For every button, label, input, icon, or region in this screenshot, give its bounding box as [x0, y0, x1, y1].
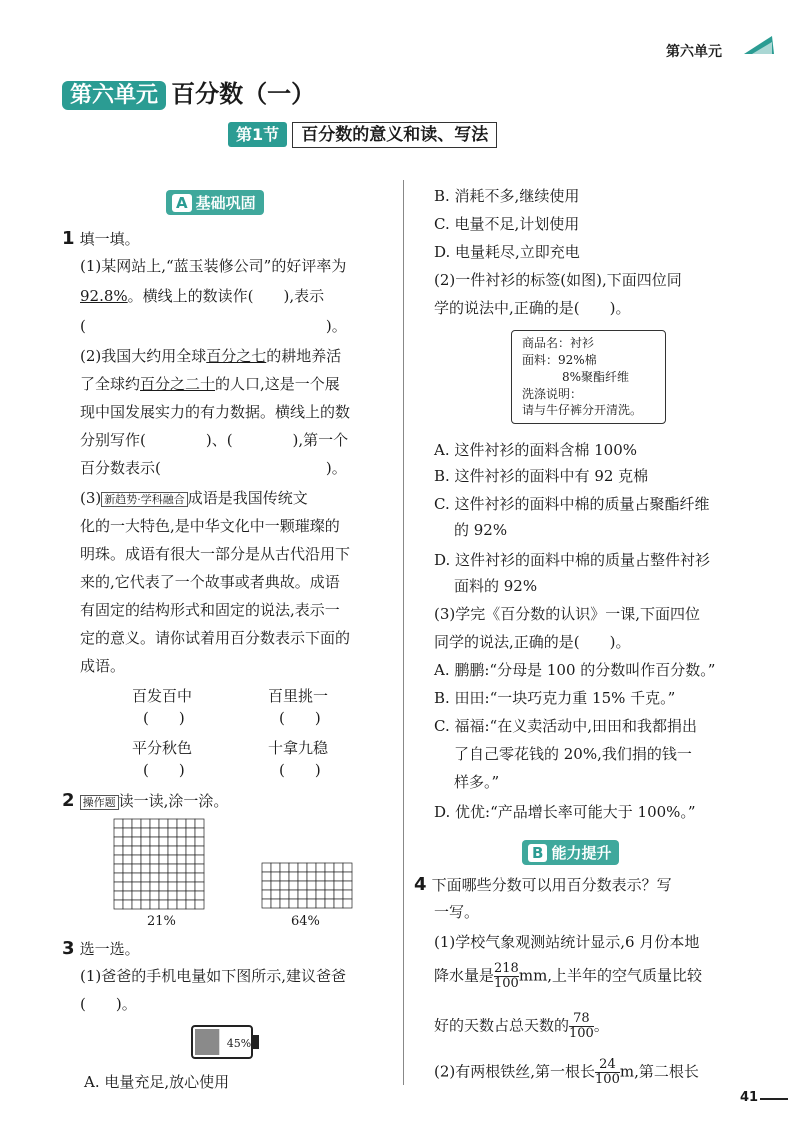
- grid-100-cell[interactable]: [123, 891, 132, 900]
- grid-100-cell[interactable]: [114, 819, 123, 828]
- underlined-percent-7: 百分之七: [206, 347, 267, 365]
- grid-50-cell[interactable]: [271, 872, 280, 881]
- grid-50-cell[interactable]: [334, 890, 343, 899]
- grid-50-cell[interactable]: [262, 872, 271, 881]
- q1-p3-line3: 明珠。成语有很大一部分是从古代沿用下: [80, 545, 351, 563]
- grid-100[interactable]: [113, 818, 215, 910]
- grid-50[interactable]: [261, 862, 353, 910]
- q3-p1-option-a[interactable]: A. 电量充足,放心使用: [84, 1073, 230, 1091]
- q1-p2-line2: 了全球约百分之二十的人口,这是一个展: [80, 375, 340, 393]
- grid-100-cell[interactable]: [177, 891, 186, 900]
- q3-p3-option-c-cont2: 样多。”: [454, 773, 500, 791]
- grid-100-cell[interactable]: [186, 873, 195, 882]
- idiom-3-blank: ( ): [143, 761, 185, 779]
- grid-100-cell[interactable]: [159, 891, 168, 900]
- q4-p1-line2: 降水量是 $\frac{218}{100}$ mm,上半年的空气质量比较: [434, 961, 703, 991]
- grid-50-cell[interactable]: [262, 899, 271, 908]
- grid-100-cell[interactable]: [168, 846, 177, 855]
- idiom-3: 平分秋色: [132, 739, 193, 757]
- q1-p3-line1: (3) 新趋势·学科融合 成语是我国传统文: [80, 489, 308, 507]
- grid-100-cell[interactable]: [141, 873, 150, 882]
- grid-100-cell[interactable]: [123, 873, 132, 882]
- grid-50-cell[interactable]: [289, 863, 298, 872]
- idiom-4-blank: ( ): [279, 761, 321, 779]
- grid-50-cell[interactable]: [307, 863, 316, 872]
- fraction-24-100: $\frac{24}{100}$: [595, 1057, 620, 1087]
- q1-p1-line2: [80, 286, 324, 306]
- q4-p1-line1: (1)学校气象观测站统计显示,6 月份本地: [434, 933, 700, 951]
- grid-100-caption: 21%: [147, 914, 176, 929]
- grid-100-cell[interactable]: [150, 900, 159, 909]
- q3-p2-option-a[interactable]: A. 这件衬衫的面料含棉 100%: [434, 441, 638, 459]
- grid-100-cell[interactable]: [141, 855, 150, 864]
- badge-b-letter: B: [528, 844, 547, 862]
- grid-50-cell[interactable]: [343, 872, 352, 881]
- grid-100-cell[interactable]: [186, 828, 195, 837]
- idiom-1-blank: ( ): [143, 709, 185, 727]
- grid-100-cell[interactable]: [141, 819, 150, 828]
- grid-100-cell[interactable]: [132, 846, 141, 855]
- grid-100-cell[interactable]: [177, 882, 186, 891]
- q4-number: 4: [414, 874, 427, 895]
- page-number: 41: [740, 1090, 759, 1105]
- grid-50-cell[interactable]: [289, 890, 298, 899]
- badge-a-letter: A: [172, 194, 192, 212]
- grid-100-cell[interactable]: [114, 891, 123, 900]
- q3-p3-line2: 同学的说法,正确的是( )。: [434, 633, 631, 651]
- grid-50-cell[interactable]: [280, 863, 289, 872]
- q2-number: 2: [62, 790, 75, 811]
- q3-p3-line1: (3)学完《百分数的认识》一课,下面四位: [434, 605, 701, 623]
- grid-100-cell[interactable]: [150, 864, 159, 873]
- grid-100-cell[interactable]: [159, 855, 168, 864]
- idiom-2: 百里挑一: [268, 687, 329, 705]
- grid-100-cell[interactable]: [195, 828, 204, 837]
- grid-50-cell[interactable]: [271, 863, 280, 872]
- grid-50-cell[interactable]: [325, 899, 334, 908]
- grid-50-cell[interactable]: [343, 899, 352, 908]
- grid-100-cell[interactable]: [186, 855, 195, 864]
- grid-100-cell[interactable]: [159, 828, 168, 837]
- grid-50-cell[interactable]: [334, 863, 343, 872]
- idiom-1: 百发百中: [132, 687, 193, 705]
- q4-line1: 下面哪些分数可以用百分数表示？写: [431, 876, 672, 894]
- grid-100-cell[interactable]: [123, 855, 132, 864]
- q3-p1-option-c[interactable]: C. 电量不足,计划使用: [434, 215, 580, 233]
- q3-p2-line2: 学的说法中,正确的是( )。: [434, 299, 631, 317]
- idiom-4: 十拿九稳: [268, 739, 329, 757]
- grid-100-cell[interactable]: [186, 864, 195, 873]
- q3-number: 3: [62, 938, 75, 959]
- grid-50-cell[interactable]: [343, 890, 352, 899]
- grid-50-cell[interactable]: [316, 899, 325, 908]
- grid-100-cell[interactable]: [159, 819, 168, 828]
- grid-50-cell[interactable]: [325, 872, 334, 881]
- grid-100-cell[interactable]: [195, 864, 204, 873]
- grid-100-cell[interactable]: [159, 882, 168, 891]
- grid-100-cell[interactable]: [123, 837, 132, 846]
- grid-100-cell[interactable]: [114, 873, 123, 882]
- grid-100-cell[interactable]: [123, 864, 132, 873]
- q1-p3-line2: 化的一大特色,是中华文化中一颗璀璨的: [80, 517, 340, 535]
- q3-p2-option-b[interactable]: B. 这件衬衫的面料中有 92 克棉: [434, 467, 649, 485]
- grid-50-cell[interactable]: [280, 881, 289, 890]
- grid-100-cell[interactable]: [114, 837, 123, 846]
- grid-50-cell[interactable]: [316, 881, 325, 890]
- q3-p1-line2: ( )。: [80, 995, 137, 1013]
- grid-100-cell[interactable]: [186, 846, 195, 855]
- grid-100-cell[interactable]: [123, 828, 132, 837]
- grid-100-cell[interactable]: [168, 864, 177, 873]
- grid-50-cell[interactable]: [307, 881, 316, 890]
- q3-p3-option-c[interactable]: C. 福福:“在义卖活动中,田田和我都捐出: [434, 717, 697, 735]
- grid-50-cell[interactable]: [307, 872, 316, 881]
- page-number-rule: [760, 1098, 788, 1100]
- unit-box: 第六单元: [62, 81, 166, 110]
- badge-b-text: 能力提升: [551, 844, 612, 862]
- q4-p2-line1: (2)有两根铁丝,第一根长 $\frac{24}{100}$ m,第二根长: [434, 1057, 699, 1087]
- grid-100-cell[interactable]: [186, 882, 195, 891]
- grid-50-cell[interactable]: [316, 872, 325, 881]
- underlined-number: 92.8%: [80, 287, 128, 305]
- grid-100-cell[interactable]: [114, 900, 123, 909]
- grid-100-cell[interactable]: [159, 873, 168, 882]
- grid-100-cell[interactable]: [150, 828, 159, 837]
- grid-100-cell[interactable]: [186, 891, 195, 900]
- grid-50-cell[interactable]: [262, 890, 271, 899]
- grid-100-cell[interactable]: [132, 828, 141, 837]
- grid-100-cell[interactable]: [177, 819, 186, 828]
- column-divider: [403, 180, 404, 1085]
- grid-100-cell[interactable]: [195, 900, 204, 909]
- grid-100-cell[interactable]: [141, 891, 150, 900]
- grid-100-cell[interactable]: [141, 837, 150, 846]
- grid-100-cell[interactable]: [123, 846, 132, 855]
- grid-100-cell[interactable]: [195, 846, 204, 855]
- grid-50-cell[interactable]: [343, 881, 352, 890]
- grid-50-cell[interactable]: [262, 863, 271, 872]
- grid-50-cell[interactable]: [316, 863, 325, 872]
- grid-100-cell[interactable]: [114, 846, 123, 855]
- grid-100-cell[interactable]: [123, 882, 132, 891]
- grid-100-cell[interactable]: [123, 819, 132, 828]
- grid-100-cell[interactable]: [132, 873, 141, 882]
- grid-50-cell[interactable]: [271, 881, 280, 890]
- grid-100-cell[interactable]: [132, 891, 141, 900]
- grid-100-cell[interactable]: [195, 891, 204, 900]
- grid-100-cell[interactable]: [168, 855, 177, 864]
- grid-100-cell[interactable]: [141, 882, 150, 891]
- grid-100-cell[interactable]: [168, 882, 177, 891]
- q1-p3-line6: 定的意义。请你试着用百分数表示下面的: [80, 629, 351, 647]
- grid-100-cell[interactable]: [141, 864, 150, 873]
- grid-50-cell[interactable]: [298, 863, 307, 872]
- grid-100-cell[interactable]: [168, 819, 177, 828]
- grid-100-cell[interactable]: [150, 846, 159, 855]
- q3-p2-option-c-cont: 的 92%: [454, 521, 508, 539]
- grid-50-cell[interactable]: [280, 872, 289, 881]
- grid-50-cell[interactable]: [343, 863, 352, 872]
- grid-100-cell[interactable]: [159, 837, 168, 846]
- grid-100-cell[interactable]: [186, 819, 195, 828]
- q1-p1-line3: ( )。: [80, 317, 347, 335]
- badge-b: [522, 840, 619, 865]
- q1-p1-line1: (1)某网站上,“蓝玉装修公司”的好评率为: [80, 257, 347, 275]
- grid-100-cell[interactable]: [114, 828, 123, 837]
- grid-50-cell[interactable]: [298, 881, 307, 890]
- grid-50-cell[interactable]: [280, 890, 289, 899]
- grid-100-cell[interactable]: [195, 882, 204, 891]
- operation-tag: 操作题: [80, 795, 119, 810]
- grid-100-cell[interactable]: [186, 837, 195, 846]
- grid-100-cell[interactable]: [168, 873, 177, 882]
- q1-p3-line7: 成语。: [80, 657, 126, 675]
- underlined-percent-20: 百分之二十: [140, 375, 216, 393]
- q3-p3-option-c-cont1: 了自己零花钱的 20%,我们捐的钱一: [454, 745, 692, 763]
- header-logo-icon: [742, 34, 776, 56]
- grid-50-cell[interactable]: [298, 890, 307, 899]
- q1-p2-line3: 现中国发展实力的有力数据。横线上的数: [80, 403, 351, 421]
- grid-50-cell[interactable]: [325, 890, 334, 899]
- grid-100-cell[interactable]: [132, 819, 141, 828]
- grid-100-cell[interactable]: [195, 837, 204, 846]
- q3-p1-option-b[interactable]: B. 消耗不多,继续使用: [434, 187, 580, 205]
- grid-50-cell[interactable]: [334, 872, 343, 881]
- grid-50-cell[interactable]: [289, 872, 298, 881]
- q3-p3-option-d[interactable]: D. 优优:“产品增长率可能大于 100%。”: [434, 803, 696, 821]
- grid-100-cell[interactable]: [114, 882, 123, 891]
- grid-50-cell[interactable]: [289, 881, 298, 890]
- grid-50-cell[interactable]: [289, 899, 298, 908]
- grid-50-cell[interactable]: [316, 890, 325, 899]
- q3-stem: 选一选。: [79, 940, 140, 958]
- q4-p1-line3: 好的天数占总天数的 $\frac{78}{100}$ 。: [434, 1011, 609, 1041]
- grid-100-cell[interactable]: [195, 873, 204, 882]
- fraction-218-100: $\frac{218}{100}$: [494, 961, 519, 991]
- grid-100-cell[interactable]: [168, 828, 177, 837]
- grid-100-cell[interactable]: [177, 855, 186, 864]
- q3-p2-option-d-cont: 面料的 92%: [454, 577, 538, 595]
- shirt-label: 商品名：衬衫 面料：92%棉 8%聚酯纤维 洗涤说明： 请与牛仔裤分开清洗。: [511, 330, 666, 424]
- header-unit-tag: 第六单元: [666, 44, 722, 60]
- q1-p3-line5: 有固定的结构形式和固定的说法,表示一: [80, 601, 340, 619]
- grid-100-cell[interactable]: [114, 864, 123, 873]
- grid-100-cell[interactable]: [177, 828, 186, 837]
- grid-100-cell[interactable]: [150, 819, 159, 828]
- q1-p2-line1: (2)我国大约用全球百分之七的耕地养活: [80, 347, 342, 365]
- grid-100-cell[interactable]: [123, 900, 132, 909]
- grid-50-cell[interactable]: [334, 881, 343, 890]
- grid-100-cell[interactable]: [132, 837, 141, 846]
- q3-p2-line1: (2)一件衬衫的标签(如图),下面四位同: [434, 271, 682, 289]
- q3-p3-option-a[interactable]: A. 鹏鹏:“分母是 100 的分数叫作百分数。”: [434, 661, 716, 679]
- fraction-78-100: $\frac{78}{100}$: [569, 1011, 594, 1041]
- grid-100-cell[interactable]: [177, 873, 186, 882]
- grid-50-caption: 64%: [291, 914, 320, 929]
- grid-100-cell[interactable]: [177, 900, 186, 909]
- grid-100-cell[interactable]: [150, 873, 159, 882]
- grid-100-cell[interactable]: [168, 891, 177, 900]
- grid-50-cell[interactable]: [325, 863, 334, 872]
- grid-100-cell[interactable]: [150, 837, 159, 846]
- grid-100-cell[interactable]: [132, 864, 141, 873]
- section-label: 第1节: [228, 122, 287, 147]
- section-heading: [228, 120, 497, 145]
- grid-100-cell[interactable]: [159, 900, 168, 909]
- grid-50-cell[interactable]: [307, 899, 316, 908]
- grid-100-cell[interactable]: [177, 846, 186, 855]
- q1-p3-line4: 来的,它代表了一个故事或者典故。成语: [80, 573, 340, 591]
- grid-100-cell[interactable]: [132, 900, 141, 909]
- grid-100-cell[interactable]: [132, 882, 141, 891]
- grid-100-cell[interactable]: [177, 864, 186, 873]
- grid-50-cell[interactable]: [280, 899, 289, 908]
- q1-stem: 填一填。: [79, 230, 140, 248]
- q3-p1-option-d[interactable]: D. 电量耗尽,立即充电: [434, 243, 580, 261]
- idiom-2-blank: ( ): [279, 709, 321, 727]
- grid-100-cell[interactable]: [141, 900, 150, 909]
- grid-100-cell[interactable]: [150, 855, 159, 864]
- q3-p3-option-b[interactable]: B. 田田:“一块巧克力重 15% 千克。”: [434, 689, 676, 707]
- trend-tag: 新趋势·学科融合: [101, 492, 188, 507]
- grid-100-cell[interactable]: [159, 846, 168, 855]
- badge-a: [166, 190, 264, 215]
- grid-100-cell[interactable]: [141, 828, 150, 837]
- grid-50-cell[interactable]: [298, 872, 307, 881]
- q1-p1-line2-rest: 。横线上的数读作( ),表示: [127, 287, 325, 305]
- q3-p1-line1: (1)爸爸的手机电量如下图所示,建议爸爸: [80, 967, 347, 985]
- battery-label: 45%: [226, 1037, 252, 1050]
- section-title: 百分数的意义和读、写法: [292, 122, 497, 148]
- grid-50-cell[interactable]: [271, 890, 280, 899]
- grid-50-cell[interactable]: [334, 899, 343, 908]
- grid-100-cell[interactable]: [168, 837, 177, 846]
- q3-p2-option-d[interactable]: D. 这件衬衫的面料中棉的质量占整件衬衫: [434, 551, 711, 569]
- badge-a-text: 基础巩固: [195, 194, 256, 212]
- grid-100-cell[interactable]: [186, 900, 195, 909]
- grid-100-cell[interactable]: [150, 891, 159, 900]
- unit-name: 百分数（一）: [171, 80, 316, 108]
- q2-stem: 读一读,涂一涂。: [118, 792, 229, 810]
- grid-50-cell[interactable]: [325, 881, 334, 890]
- q1-p2-line4: 分别写作( )、( ),第一个: [80, 431, 349, 449]
- grid-100-cell[interactable]: [168, 900, 177, 909]
- grid-100-cell[interactable]: [177, 837, 186, 846]
- unit-title: [62, 74, 315, 109]
- grid-100-cell[interactable]: [141, 846, 150, 855]
- q1-p2-line5: 百分数表示( )。: [80, 459, 347, 477]
- grid-100-cell[interactable]: [114, 855, 123, 864]
- grid-100-cell[interactable]: [132, 855, 141, 864]
- grid-50-cell[interactable]: [271, 899, 280, 908]
- grid-50-cell[interactable]: [262, 881, 271, 890]
- grid-100-cell[interactable]: [195, 855, 204, 864]
- grid-100-cell[interactable]: [159, 864, 168, 873]
- grid-100-cell[interactable]: [150, 882, 159, 891]
- q4-line2: 一写。: [434, 903, 480, 921]
- grid-100-cell[interactable]: [195, 819, 204, 828]
- grid-50-cell[interactable]: [307, 890, 316, 899]
- grid-50-cell[interactable]: [298, 899, 307, 908]
- q3-p2-option-c[interactable]: C. 这件衬衫的面料中棉的质量占聚酯纤维: [434, 495, 710, 513]
- q1-number: 1: [62, 228, 75, 249]
- battery-icon: [191, 1025, 261, 1061]
